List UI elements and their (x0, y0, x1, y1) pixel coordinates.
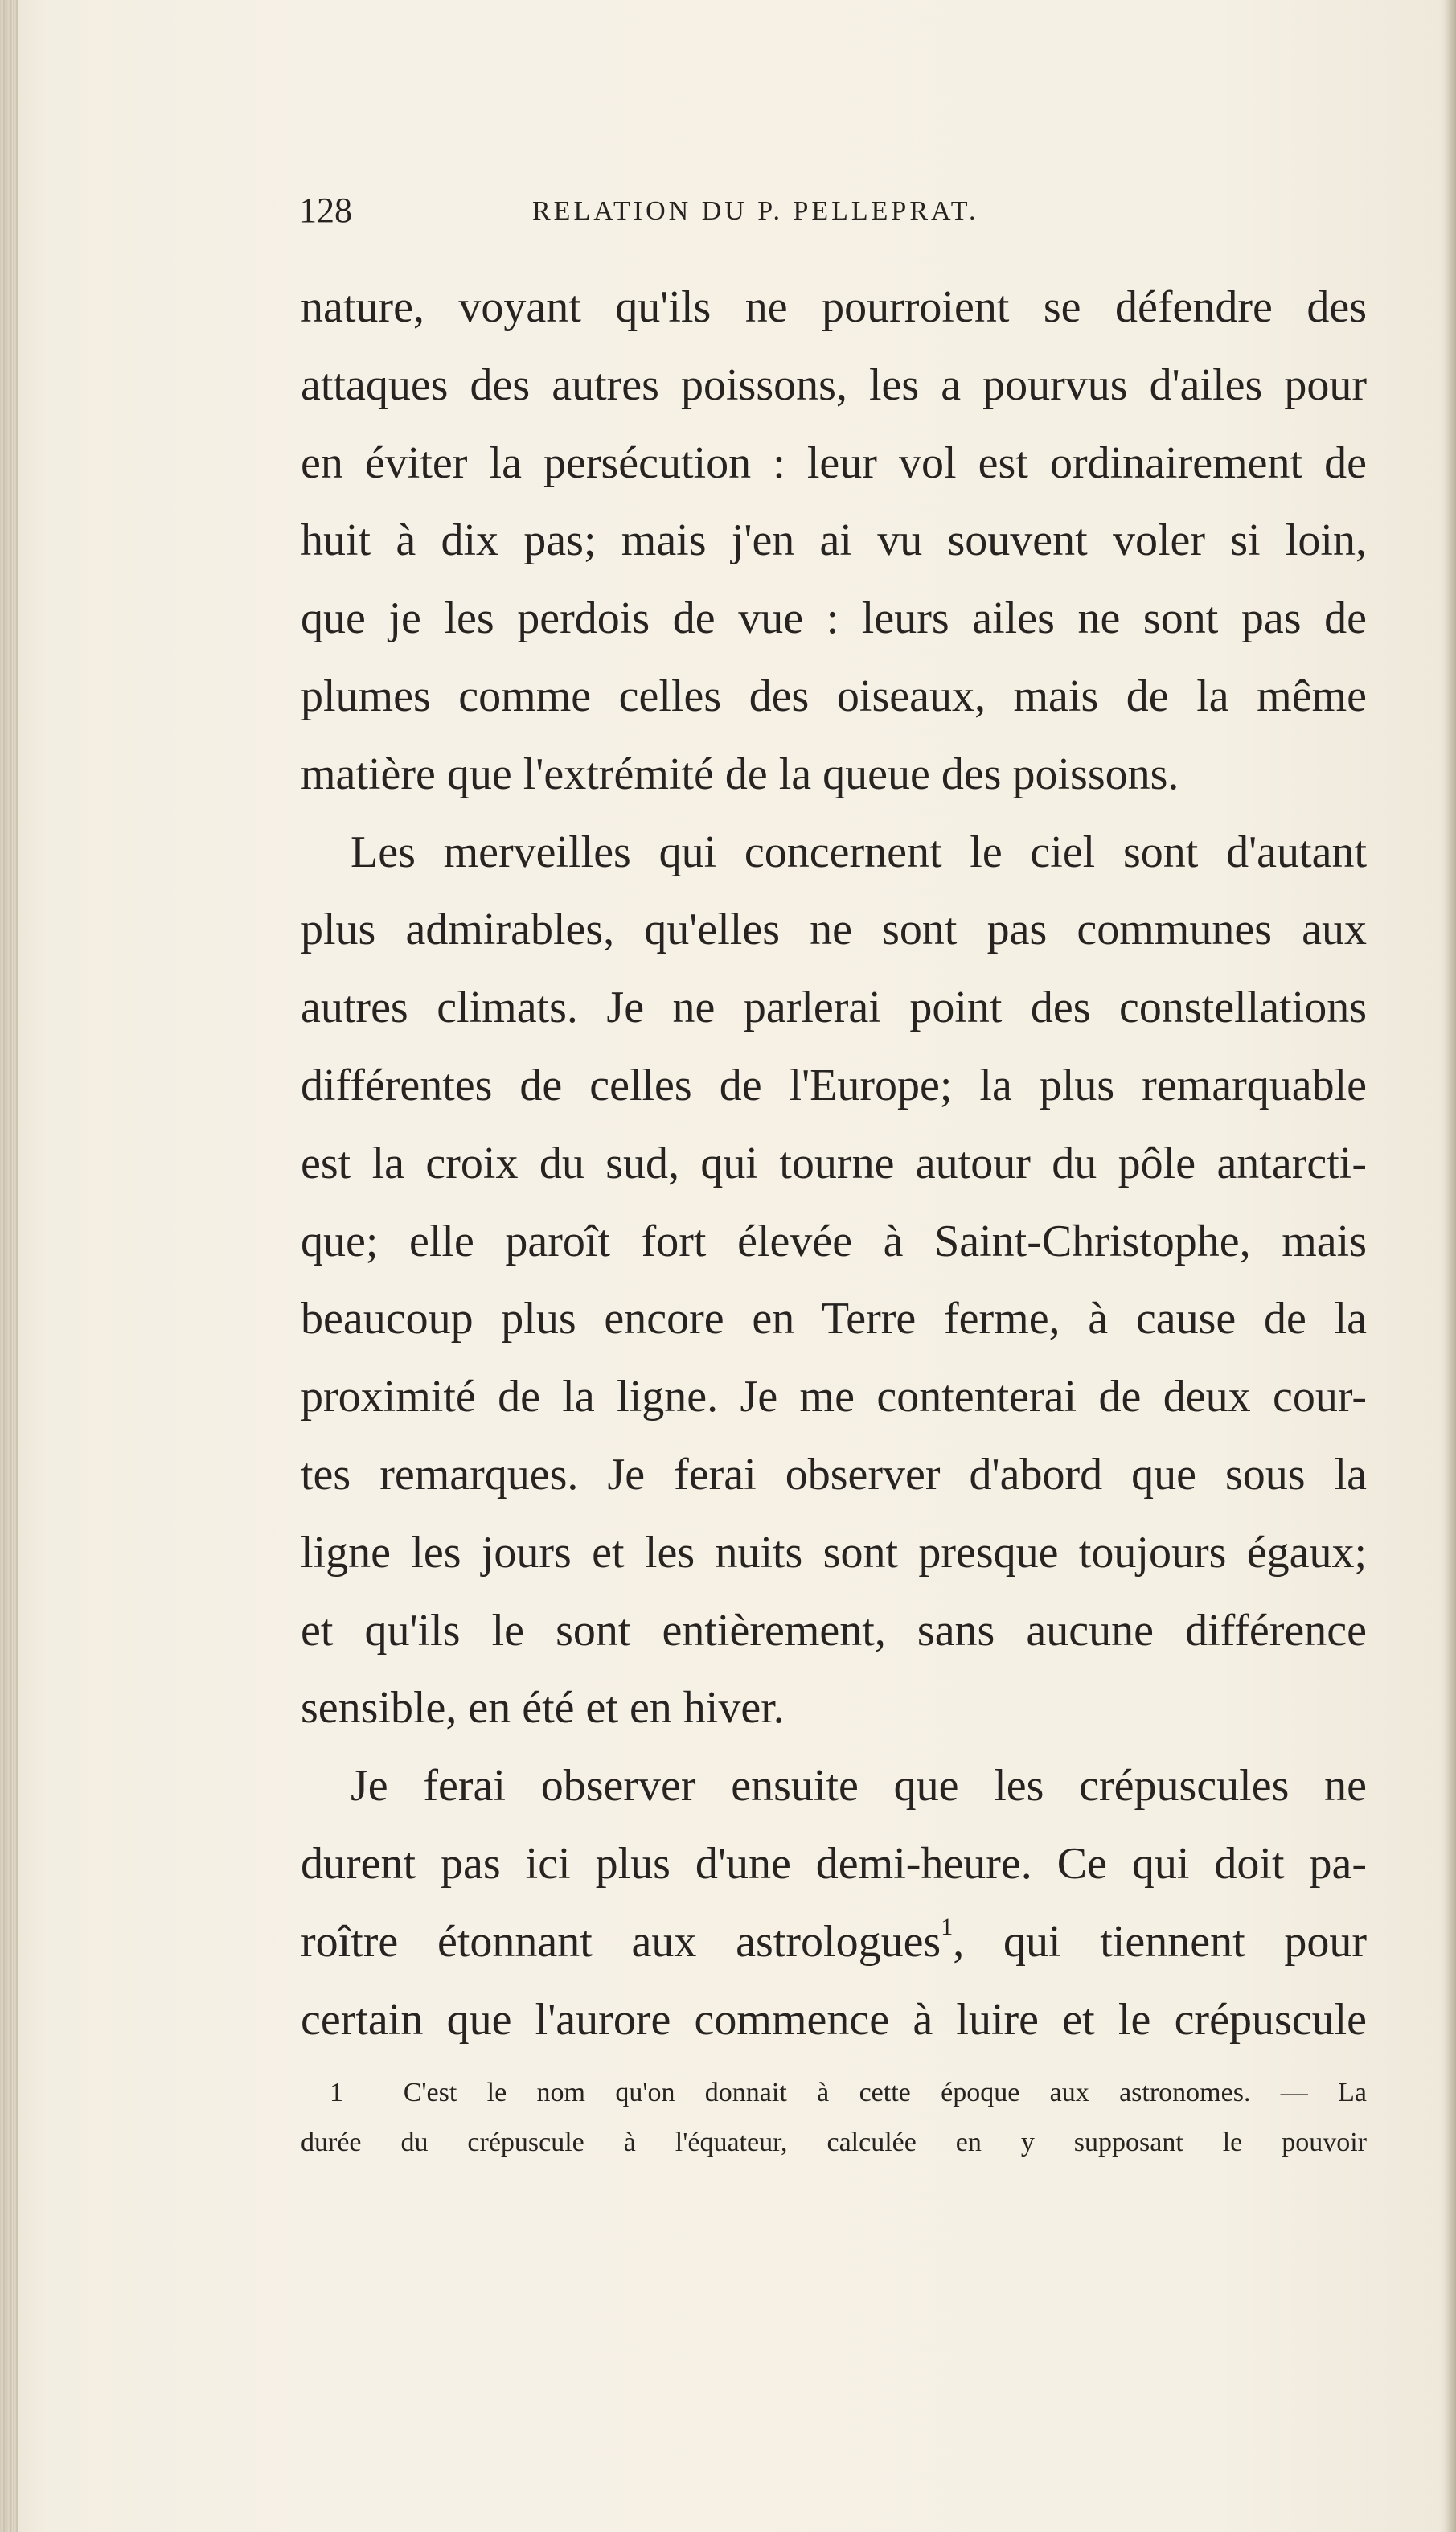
binding-gutter (0, 0, 18, 2532)
footnote-reference: 1 (941, 1913, 954, 1940)
text-line: que; elle paroît fort élevée à Saint-Christophe, mais (301, 1216, 1367, 1266)
body-text (301, 269, 1367, 2058)
text-line: matière que l'extrémité de la queue des poissons. (301, 749, 1179, 799)
text-line: différentes de celles de l'Europe; la plus remarquable (301, 1060, 1367, 1110)
text-segment: , qui tiennent pour (953, 1916, 1368, 1967)
text-line: autres climats. Je ne parlerai point des constellations (301, 983, 1367, 1033)
text-line: sensible, en été et en hiver. (301, 1683, 785, 1734)
footnote-line: durée du crépuscule à l'équateur, calculée en y supposant le pouvoir (301, 2128, 1367, 2157)
text-line: certain que l'aurore commence à luire et le crépuscule (301, 1994, 1367, 2045)
text-line: nature, voyant qu'ils ne pourroient se défendre des (301, 282, 1367, 332)
text-segment: roître étonnant aux astrologues (301, 1916, 941, 1967)
text-line: Je ferai observer ensuite que les crépuscules ne (351, 1761, 1367, 1812)
text-line: et qu'ils le sont entièrement, sans aucune différence (301, 1605, 1367, 1656)
text-line: Les merveilles qui concernent le ciel sont d'autant (351, 827, 1367, 877)
text-line: plus admirables, qu'elles ne sont pas communes aux (301, 905, 1367, 955)
text-line: est la croix du sud, qui tourne autour du pôle antarcti- (301, 1138, 1367, 1188)
text-line: beaucoup plus encore en Terre ferme, à cause de la (301, 1294, 1367, 1344)
text-line: en éviter la persécution : leur vol est ordinairement de (301, 437, 1367, 488)
text-line: tes remarques. Je ferai observer d'abord que sous la (301, 1449, 1367, 1500)
footnote-text: C'est le nom qu'on donnait à cette époque aux astronomes. — La (403, 2078, 1368, 2107)
text-line: huit à dix pas; mais j'en ai vu souvent voler si loin, (301, 515, 1367, 566)
page-edge (1445, 0, 1456, 2532)
text-line: plumes comme celles des oiseaux, mais de la même (301, 671, 1367, 721)
page-header (299, 190, 1365, 238)
footnote (301, 2068, 1367, 2168)
footnote-line (301, 2068, 1367, 2118)
text-line: durent pas ici plus d'une demi-heure. Ce qui doit pa- (301, 1838, 1367, 1889)
text-line: ligne les jours et les nuits sont presque toujours égaux; (301, 1527, 1367, 1578)
text-line: proximité de la ligne. Je me contenterai de deux cour- (301, 1372, 1367, 1422)
text-line: attaques des autres poissons, les a pourvus d'ailes pour (301, 359, 1367, 410)
text-line: que je les perdois de vue : leurs ailes ne sont pas de (301, 593, 1367, 644)
footnote-marker: 1 (330, 2078, 343, 2107)
text-line-with-footnote (301, 1903, 1367, 1981)
page-number: 128 (299, 191, 352, 230)
running-title: RELATION DU P. PELLEPRAT. (532, 196, 979, 226)
